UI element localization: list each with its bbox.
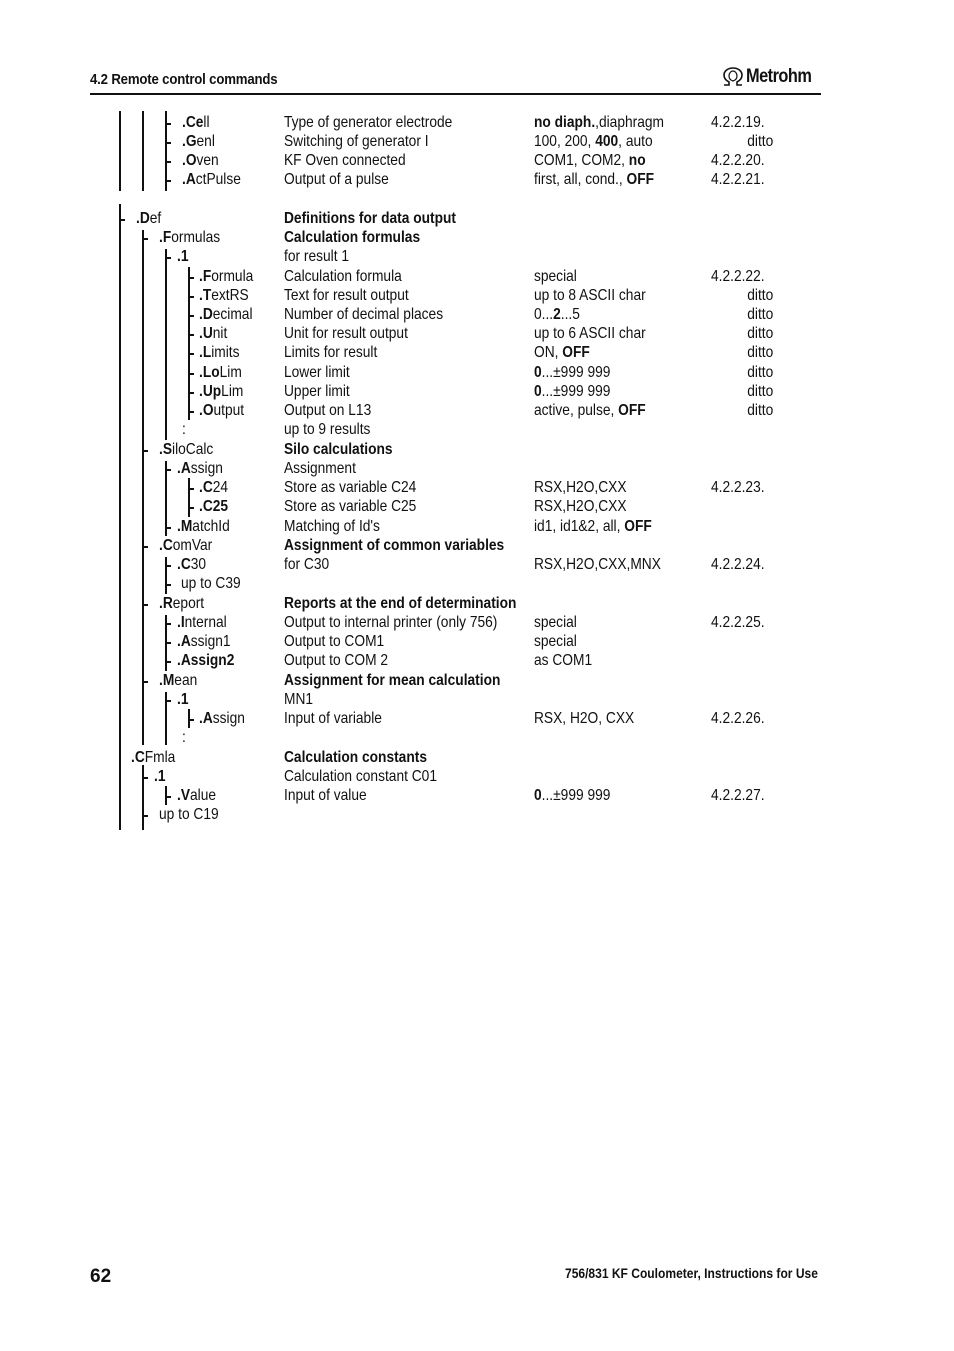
command-rest: ssign1 [190, 633, 231, 650]
command-name [159, 228, 220, 247]
command-name [131, 748, 175, 767]
command-abbrev: .L [199, 344, 212, 361]
table-row [0, 709, 954, 728]
command-name [177, 247, 188, 266]
section-title: 4.2 Remote control commands [90, 71, 278, 88]
command-description: Store as variable C24 [284, 479, 417, 496]
command-abbrev: .T [199, 287, 212, 304]
command-rest: omVar [172, 537, 213, 554]
command-description: KF Oven connected [284, 152, 406, 169]
command-name [199, 497, 228, 516]
command-name [177, 632, 231, 651]
command-description: Unit for result output [284, 325, 408, 342]
command-values [534, 786, 610, 805]
table-row [0, 517, 954, 536]
section-reference: 4.2.2.27. [711, 787, 765, 804]
table-row [0, 671, 954, 690]
command-abbrev: .D [136, 210, 150, 227]
table-row [0, 478, 954, 497]
command-description: Input of variable [284, 710, 382, 727]
section-reference: ditto [746, 287, 773, 304]
section-reference: 4.2.2.24. [711, 556, 765, 573]
command-name [159, 805, 219, 824]
command-description: Switching of generator I [284, 133, 429, 150]
command-rest: : [182, 729, 186, 746]
section-reference: 4.2.2.19. [711, 114, 765, 131]
command-values [534, 555, 661, 574]
command-name [177, 690, 188, 709]
section-reference: 4.2.2.20. [711, 152, 765, 169]
command-abbrev: .Lo [199, 364, 220, 381]
command-description: Calculation constants [284, 749, 427, 766]
default-value: OFF [626, 171, 655, 188]
command-rest: nit [212, 325, 228, 342]
command-abbrev: .A [182, 171, 196, 188]
brand-name: Metrohm [746, 66, 812, 87]
command-values [534, 363, 610, 382]
table-row [0, 632, 954, 651]
command-name [199, 363, 242, 382]
command-description: for result 1 [284, 248, 350, 265]
table-row [0, 305, 954, 324]
command-description: Definitions for data output [284, 210, 456, 227]
value-text: RSX,H2O,CXX [534, 479, 627, 496]
document-title: 756/831 KF Coulometer, Instructions for Use [565, 1265, 818, 1281]
command-abbrev: .O [182, 152, 197, 169]
table-row [0, 267, 954, 286]
default-value: OFF [618, 402, 646, 419]
command-name [136, 209, 161, 228]
command-values [534, 613, 577, 632]
command-name [159, 440, 213, 459]
brand-logo [722, 66, 822, 88]
table-row [0, 728, 954, 747]
table-row [0, 748, 954, 767]
command-name [199, 343, 240, 362]
default-value: OFF [624, 518, 652, 535]
command-description: Reports at the end of determination [284, 595, 517, 612]
command-abbrev: .M [159, 672, 175, 689]
table-row [0, 536, 954, 555]
command-abbrev: .O [199, 402, 214, 419]
value-text: ,diaphragm [595, 114, 664, 131]
command-name [199, 267, 253, 286]
command-abbrev: .F [159, 229, 172, 246]
page-number: 62 [90, 1266, 112, 1287]
command-description: Upper limit [284, 383, 350, 400]
command-description: Calculation formulas [284, 229, 421, 246]
command-values [534, 170, 654, 189]
table-row [0, 247, 954, 266]
command-values [534, 286, 646, 305]
command-values [534, 517, 652, 536]
value-text: RSX, H2O, CXX [534, 710, 635, 727]
table-row [0, 651, 954, 670]
command-name [199, 478, 228, 497]
command-rest: alue [190, 787, 217, 804]
command-rest: extRS [211, 287, 249, 304]
command-abbrev: .M [177, 518, 193, 535]
table-row [0, 555, 954, 574]
command-rest: Lim [219, 364, 242, 381]
command-description: Silo calculations [284, 441, 393, 458]
command-rest: ssign [212, 710, 245, 727]
value-text: 0... [534, 306, 554, 323]
command-description: Input of value [284, 787, 367, 804]
command-name [177, 613, 227, 632]
command-rest: utput [213, 402, 245, 419]
table-row [0, 594, 954, 613]
section-reference: 4.2.2.22. [711, 268, 765, 285]
section-reference: ditto [746, 133, 773, 150]
default-value: 2 [553, 306, 561, 323]
table-row [0, 343, 954, 362]
section-reference: ditto [746, 306, 773, 323]
default-value: 0 [534, 364, 542, 381]
table-row [0, 151, 954, 170]
command-rest: : [182, 421, 186, 438]
command-values [534, 497, 627, 516]
command-description: Assignment [284, 460, 356, 477]
command-abbrev: .V [177, 787, 191, 804]
command-description: Number of decimal places [284, 306, 444, 323]
command-description: for C30 [284, 556, 330, 573]
table-row [0, 209, 954, 228]
command-abbrev: .Up [199, 383, 222, 400]
value-text: , auto [618, 133, 653, 150]
table-row [0, 459, 954, 478]
value-text: up to 8 ASCII char [534, 287, 646, 304]
table-row [0, 170, 954, 189]
table-row [0, 767, 954, 786]
command-rest: 24 [212, 479, 229, 496]
command-abbrev: .A [199, 710, 213, 727]
value-text: ...±999 999 [541, 383, 611, 400]
section-reference: ditto [746, 383, 773, 400]
command-rest: ean [174, 672, 198, 689]
command-values [534, 151, 646, 170]
command-abbrev: .C [131, 749, 145, 766]
default-value: OFF [562, 344, 590, 361]
section-reference: ditto [746, 344, 773, 361]
command-values [534, 267, 577, 286]
command-abbrev: .Ce [182, 114, 204, 131]
section-reference: 4.2.2.26. [711, 710, 765, 727]
command-rest: enl [196, 133, 215, 150]
command-description: MN1 [284, 691, 314, 708]
command-abbrev: .G [182, 133, 197, 150]
command-name [182, 728, 186, 747]
command-name [199, 382, 243, 401]
command-name [199, 401, 244, 420]
header-divider [90, 93, 821, 95]
default-value: 0 [534, 787, 542, 804]
command-rest: ecimal [212, 306, 253, 323]
value-text: ...±999 999 [541, 364, 611, 381]
value-text: special [534, 268, 577, 285]
command-abbrev: .C25 [199, 498, 229, 515]
command-description: Calculation formula [284, 268, 402, 285]
command-abbrev: .D [199, 306, 213, 323]
command-rest: imits [211, 344, 240, 361]
value-text: ON, [534, 344, 563, 361]
command-abbrev: .F [199, 268, 212, 285]
table-row [0, 324, 954, 343]
command-name [177, 651, 234, 670]
command-name [154, 767, 165, 786]
command-abbrev: .A [177, 633, 191, 650]
command-description: Output to COM1 [284, 633, 385, 650]
command-rest: 30 [190, 556, 207, 573]
command-name [199, 324, 227, 343]
value-text: active, pulse, [534, 402, 619, 419]
command-description: Matching of Id's [284, 518, 380, 535]
section-reference: ditto [746, 325, 773, 342]
command-description: Output to COM 2 [284, 652, 389, 669]
command-abbrev: .C [159, 537, 173, 554]
command-abbrev: .1 [177, 248, 189, 265]
command-rest: ll [203, 114, 210, 131]
command-rest: ctPulse [195, 171, 241, 188]
command-name [182, 151, 219, 170]
command-description: Type of generator electrode [284, 114, 453, 131]
command-name [159, 594, 204, 613]
default-value: 0 [534, 383, 542, 400]
table-row [0, 113, 954, 132]
command-values [534, 305, 580, 324]
table-row [0, 613, 954, 632]
command-rest: Fmla [144, 749, 176, 766]
value-text: RSX,H2O,CXX,MNX [534, 556, 661, 573]
command-rest: ormula [211, 268, 254, 285]
command-name [177, 459, 223, 478]
command-description: Calculation constant C01 [284, 768, 437, 785]
table-row [0, 132, 954, 151]
command-name [159, 671, 197, 690]
command-values [534, 113, 664, 132]
command-description: up to 9 results [284, 421, 371, 438]
command-abbrev: .C [199, 479, 213, 496]
command-name [182, 132, 215, 151]
command-values [534, 709, 634, 728]
command-abbrev: .U [199, 325, 213, 342]
table-row [0, 690, 954, 709]
command-values [534, 478, 627, 497]
command-values [534, 343, 590, 362]
command-name [182, 113, 210, 132]
table-row [0, 382, 954, 401]
command-name [182, 420, 186, 439]
command-name [177, 786, 216, 805]
command-abbrev: .S [159, 441, 173, 458]
command-name [182, 170, 241, 189]
value-text: ...±999 999 [541, 787, 611, 804]
value-text: id1, id1&2, all, [534, 518, 625, 535]
command-description: Lower limit [284, 364, 350, 381]
command-values [534, 324, 646, 343]
section-reference: ditto [746, 364, 773, 381]
table-row [0, 805, 954, 824]
command-values [534, 632, 577, 651]
command-rest: nternal [184, 614, 227, 631]
command-description: Assignment for mean calculation [284, 672, 501, 689]
command-abbrev: .1 [177, 691, 189, 708]
table-row [0, 401, 954, 420]
command-description: Limits for result [284, 344, 378, 361]
command-values [534, 382, 610, 401]
value-text: RSX,H2O,CXX [534, 498, 627, 515]
command-abbrev: .I [177, 614, 185, 631]
command-name [199, 709, 245, 728]
command-rest: up to C19 [159, 806, 219, 823]
section-reference: 4.2.2.21. [711, 171, 765, 188]
value-text: first, all, cond., [534, 171, 627, 188]
command-values [534, 401, 646, 420]
command-abbrev: .1 [154, 768, 166, 785]
command-description: Assignment of common variables [284, 537, 505, 554]
command-rest: ssign [190, 460, 223, 477]
command-name [199, 286, 249, 305]
table-row [0, 440, 954, 459]
command-rest: iloCalc [172, 441, 214, 458]
section-reference: 4.2.2.25. [711, 614, 765, 631]
command-name [159, 536, 212, 555]
command-rest: Lim [221, 383, 244, 400]
value-text: special [534, 633, 577, 650]
default-value: no [628, 152, 646, 169]
command-values [534, 132, 653, 151]
section-reference: 4.2.2.23. [711, 479, 765, 496]
value-text: ...5 [560, 306, 580, 323]
command-description: Output on L13 [284, 402, 372, 419]
default-value: no diaph. [534, 114, 596, 131]
table-row [0, 286, 954, 305]
command-description: Text for result output [284, 287, 409, 304]
value-text: up to 6 ASCII char [534, 325, 646, 342]
command-rest: ef [149, 210, 162, 227]
command-name [199, 305, 253, 324]
table-row [0, 228, 954, 247]
command-abbrev: .R [159, 595, 173, 612]
value-text: special [534, 614, 577, 631]
value-text: COM1, COM2, [534, 152, 629, 169]
command-rest: ormulas [171, 229, 221, 246]
section-reference: ditto [746, 402, 773, 419]
default-value: 400 [595, 133, 619, 150]
value-text: 100, 200, [534, 133, 596, 150]
command-name [181, 574, 241, 593]
command-rest: ven [196, 152, 219, 169]
value-text: as COM1 [534, 652, 593, 669]
table-row [0, 574, 954, 593]
command-description: Output to internal printer (only 756) [284, 614, 498, 631]
command-name [177, 555, 206, 574]
command-values [534, 651, 592, 670]
table-row [0, 363, 954, 382]
table-row [0, 420, 954, 439]
table-row [0, 786, 954, 805]
command-description: Store as variable C25 [284, 498, 417, 515]
command-rest: up to C39 [181, 575, 241, 592]
command-description: Output of a pulse [284, 171, 389, 188]
command-rest: atchId [192, 518, 230, 535]
command-abbrev: .Assign2 [177, 652, 235, 669]
command-abbrev: .C [177, 556, 191, 573]
command-rest: eport [172, 595, 205, 612]
command-abbrev: .A [177, 460, 191, 477]
metrohm-omega-icon [722, 67, 744, 87]
table-row [0, 497, 954, 516]
command-name [177, 517, 230, 536]
